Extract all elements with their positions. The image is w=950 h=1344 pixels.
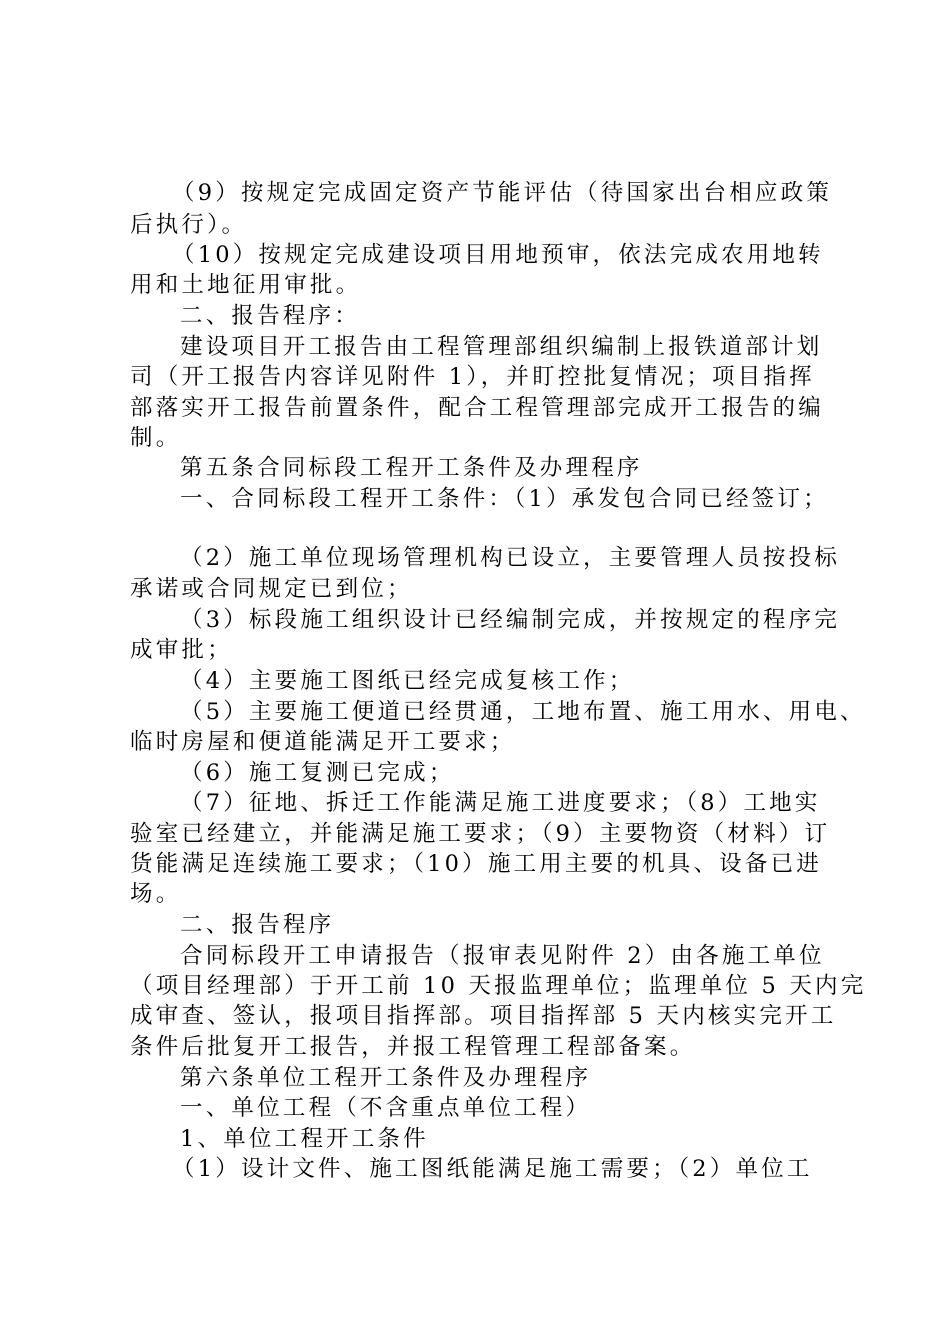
paragraph-line: （10）按规定完成建设项目用地预审，依法完成农用地转	[172, 242, 824, 268]
paragraph-line: 货能满足连续施工要求；（10）施工用主要的机具、设备已进	[130, 851, 822, 877]
paragraph-line: （7）征地、拆迁工作能满足施工进度要求；（8）工地实	[180, 790, 821, 816]
paragraph-line: 司（开工报告内容详见附件 1），并盯控批复情况；项目指挥	[130, 364, 815, 390]
paragraph-line: （6）施工复测已完成；	[180, 760, 455, 786]
paragraph-line: （1）设计文件、施工图纸能满足施工需要；（2）单位工	[172, 1156, 813, 1182]
paragraph-line: 制。	[130, 425, 182, 451]
paragraph-line: （2）施工单位现场管理机构已设立，主要管理人员按投标	[180, 545, 841, 571]
paragraph-line: （5）主要施工便道已经贯通，工地布置、施工用水、用电、	[180, 699, 866, 725]
paragraph-line: 成审查、签认，报项目指挥部。项目指挥部 5 天内核实完开工	[130, 1003, 837, 1029]
paragraph-line: 一、合同标段工程开工条件：（1）承发包合同已经签订；	[180, 486, 829, 512]
section-heading: 一、单位工程（不含重点单位工程）	[180, 1095, 592, 1121]
section-heading: 二、报告程序	[180, 912, 335, 938]
paragraph-line: 条件后批复开工报告，并报工程管理工程部备案。	[130, 1034, 696, 1060]
paragraph-line: 建设项目开工报告由工程管理部组织编制上报铁道部计划	[180, 334, 823, 360]
paragraph-line: 验室已经建立，并能满足施工要求；（9）主要物资（材料）订	[130, 821, 831, 847]
paragraph-line: 部落实开工报告前置条件，配合工程管理部完成开工报告的编	[130, 395, 824, 421]
paragraph-line: 临时房屋和便道能满足开工要求；	[130, 729, 516, 755]
paragraph-line: 成审批；	[130, 637, 233, 663]
paragraph-line: （9）按规定完成固定资产节能评估（待国家出台相应政策	[172, 180, 833, 206]
paragraph-line: 合同标段开工申请报告（报审表见附件 2）由各施工单位	[180, 943, 825, 969]
paragraph-line: 场。	[130, 881, 182, 907]
subsection-heading: 1、单位工程开工条件	[180, 1126, 429, 1152]
paragraph-line: 后执行）。	[130, 212, 248, 238]
paragraph-line: （4）主要施工图纸已经完成复核工作；	[180, 668, 635, 694]
article-heading: 第六条单位工程开工条件及办理程序	[180, 1065, 592, 1091]
paragraph-line: （项目经理部）于开工前 10 天报监理单位；监理单位 5 天内完	[130, 973, 867, 999]
paragraph-line: （3）标段施工组织设计已经编制完成，并按规定的程序完	[180, 607, 841, 633]
section-heading: 二、报告程序：	[180, 303, 360, 329]
paragraph-line: 用和土地征用审批。	[130, 272, 362, 298]
article-heading: 第五条合同标段工程开工条件及办理程序	[180, 455, 643, 481]
paragraph-line: 承诺或合同规定已到位；	[130, 576, 413, 602]
